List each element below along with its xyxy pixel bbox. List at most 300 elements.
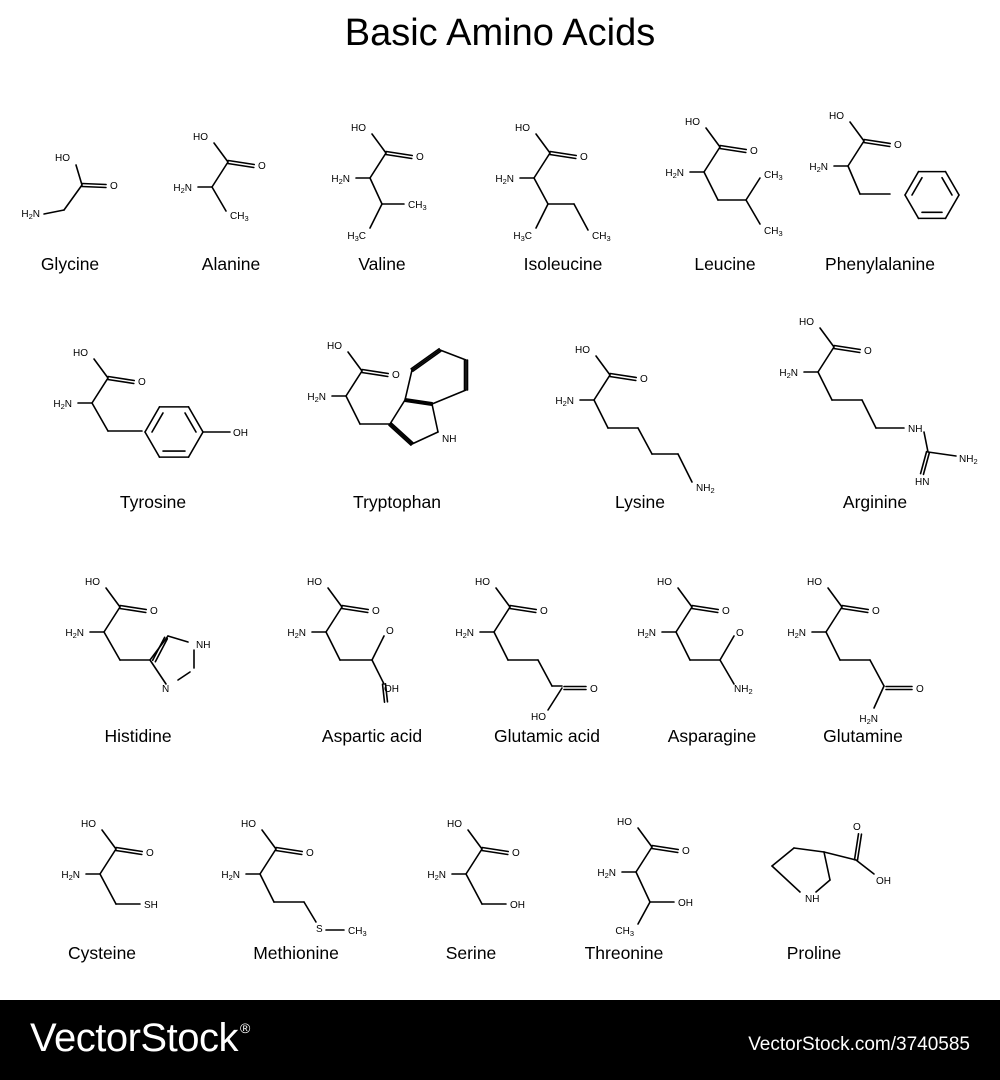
atom-label-part: H [809, 162, 817, 173]
atom-label-part: H [347, 231, 355, 242]
atom-label-part: 2 [794, 631, 799, 640]
atom-label [682, 846, 690, 857]
molecule-threonine [585, 817, 693, 963]
bond [818, 372, 832, 400]
atom-label-part: O [386, 626, 394, 637]
atom-label-part: 2 [604, 871, 609, 880]
bond [412, 350, 440, 370]
bond [596, 356, 610, 375]
atom-label-part: 3 [629, 929, 634, 938]
atom-label-part: O [640, 374, 648, 385]
bond [370, 178, 382, 204]
atom-label [512, 848, 520, 859]
atom-label [307, 577, 322, 588]
bond [390, 424, 412, 444]
atom-label [384, 684, 399, 695]
amino-acid-name: Histidine [104, 726, 172, 746]
bond [405, 370, 412, 400]
bond [923, 452, 929, 474]
atom-label-part: H [61, 870, 69, 881]
atom-label [427, 870, 446, 882]
atom-label-part: HO [85, 577, 100, 588]
atom-label [331, 174, 350, 186]
atom-label-part: HO [307, 577, 322, 588]
bond [82, 184, 106, 185]
molecule-asparagine [637, 577, 756, 746]
atom-label-part: S [316, 924, 323, 935]
amino-acid-name: Leucine [694, 254, 756, 274]
amino-acid-name: Aspartic acid [321, 726, 423, 746]
atom-label-part: N [196, 640, 204, 651]
bond [212, 162, 228, 187]
atom-label-part: CH [348, 926, 363, 937]
molecule-arginine [779, 317, 977, 512]
atom-label [327, 341, 342, 352]
atom-label-part: O [682, 846, 690, 857]
bond [496, 588, 510, 607]
bond [824, 852, 856, 860]
atom-label-part: 2 [710, 486, 715, 495]
atom-label [110, 181, 118, 192]
atom-label-part: O [872, 606, 880, 617]
bond [794, 848, 824, 852]
bond [534, 178, 548, 204]
atom-label-part: H [665, 168, 673, 179]
atom-label-part: 2 [180, 186, 185, 195]
bond [678, 588, 692, 607]
atom-label [233, 428, 248, 439]
bond [100, 874, 116, 904]
atom-label [916, 684, 924, 695]
atom-label-part: CH [764, 170, 779, 181]
atom-label-part: O [722, 606, 730, 617]
bond [189, 407, 204, 432]
amino-acid-name: Glycine [40, 254, 100, 274]
atom-label-part: HN [915, 477, 930, 488]
atom-label [779, 368, 798, 380]
atom-label-part: O [146, 848, 154, 859]
bond [44, 210, 64, 214]
atom-label [555, 396, 574, 408]
amino-acid-name: Tyrosine [119, 492, 187, 512]
atom-label-part: 2 [72, 631, 77, 640]
bond [92, 378, 108, 403]
atom-label-part: H [555, 396, 563, 407]
atom-label [853, 822, 861, 833]
atom-label-part: H [287, 628, 295, 639]
bond [145, 407, 160, 432]
bond [432, 390, 466, 404]
atom-label [580, 152, 588, 163]
bond [826, 632, 840, 660]
atom-label-part: H [203, 640, 211, 651]
atom-label-part: 2 [973, 457, 978, 466]
bond [862, 400, 876, 428]
atom-label-part: SH [144, 900, 158, 911]
bond [870, 660, 884, 686]
amino-acid-name: Alanine [201, 254, 261, 274]
atom-label [21, 209, 40, 221]
amino-acid-name: Proline [786, 943, 842, 963]
bond [390, 400, 405, 424]
atom-label-part: H [637, 628, 645, 639]
atom-label [55, 153, 70, 164]
registered-mark: ® [239, 1020, 250, 1036]
bond [214, 143, 228, 162]
atom-label-part: CH [408, 200, 423, 211]
bond [676, 607, 692, 632]
bond [494, 632, 508, 660]
atom-label-part: 3 [606, 234, 611, 243]
atom-label-part: CH [592, 231, 607, 242]
atom-label-part: N [466, 628, 474, 639]
bond [594, 375, 610, 400]
atom-label-part: 2 [294, 631, 299, 640]
atom-label-part: HO [327, 341, 342, 352]
bond [704, 172, 718, 200]
atom-label-part: HO [657, 577, 672, 588]
atom-label-part: N [342, 174, 350, 185]
atom-label-part: O [416, 152, 424, 163]
bond [905, 172, 919, 195]
atom-label-part: C [524, 231, 532, 242]
atom-label-part: OH [233, 428, 248, 439]
atom-label [196, 640, 210, 651]
atom-label [864, 346, 872, 357]
bond [818, 347, 834, 372]
bond [168, 636, 188, 642]
atom-label-part: NH [442, 434, 457, 445]
bond [391, 423, 413, 443]
atom-label [475, 577, 490, 588]
bond [260, 874, 274, 902]
atom-label-part: HO [807, 577, 822, 588]
atom-label-part: H [859, 714, 867, 725]
atom-label-part: O [580, 152, 588, 163]
atom-label [736, 628, 744, 639]
atom-label [959, 454, 978, 466]
bond [636, 872, 650, 902]
bond [64, 185, 82, 210]
atom-label-part: H [597, 868, 605, 879]
bond [304, 902, 316, 922]
atom-label-part: HO [799, 317, 814, 328]
atom-label-part: HO [73, 348, 88, 359]
atom-label [617, 817, 632, 828]
bond [468, 830, 482, 849]
atom-label-part: O [853, 822, 861, 833]
atom-label [348, 926, 367, 938]
atom-label-part: H [65, 628, 73, 639]
bond [848, 166, 860, 194]
atom-label-part: O [736, 628, 744, 639]
atom-label [872, 606, 880, 617]
atom-label [510, 900, 525, 911]
bond [178, 672, 190, 680]
atom-label-part: 2 [462, 631, 467, 640]
atom-label [696, 483, 715, 495]
atom-label [637, 628, 656, 640]
atom-label [173, 183, 192, 195]
bond [746, 178, 760, 200]
bond [905, 195, 919, 218]
bond [466, 849, 482, 874]
molecule-lysine [555, 345, 714, 512]
amino-acid-name: Glutamic acid [493, 726, 601, 746]
brand-logo[interactable] [30, 1016, 250, 1061]
atom-label [241, 819, 256, 830]
atom-label-part: H [495, 174, 503, 185]
bond [260, 849, 276, 874]
amino-acid-name: Serine [445, 943, 497, 963]
atom-label-part: H [966, 454, 974, 465]
atom-label-part: HO [515, 123, 530, 134]
atom-label-part: C [358, 231, 366, 242]
bond [346, 396, 360, 424]
bond [389, 425, 411, 445]
atom-label-part: N [734, 684, 742, 695]
atom-label [722, 606, 730, 617]
atom-label [876, 876, 891, 887]
atom-label-part: 2 [434, 873, 439, 882]
atom-label-part: HO [685, 117, 700, 128]
atom-label [447, 819, 462, 830]
atom-label-part: O [590, 684, 598, 695]
footer-bar [0, 1000, 1000, 1080]
atom-label-part: HO [241, 819, 256, 830]
amino-acid-name: Lysine [615, 492, 665, 512]
molecule-tyrosine [53, 348, 248, 512]
atom-label-part: O [916, 684, 924, 695]
atom-label-part: N [318, 392, 326, 403]
atom-label-part: H [331, 174, 339, 185]
bond [413, 351, 441, 371]
atom-label-part: O [540, 606, 548, 617]
bond [145, 432, 160, 457]
bond [706, 128, 720, 147]
bond [638, 902, 650, 924]
bond [189, 432, 204, 457]
atom-label [685, 117, 700, 128]
atom-label [386, 626, 394, 637]
atom-label-part: H [513, 231, 521, 242]
atom-label-part: 3 [362, 929, 367, 938]
bond [574, 204, 588, 230]
bond [466, 874, 482, 904]
atom-label [764, 226, 783, 238]
atom-label-part: H [221, 870, 229, 881]
atom-label-part: O [150, 606, 158, 617]
bond [772, 848, 794, 866]
atom-label-part: HO [829, 111, 844, 122]
bond [826, 607, 842, 632]
atom-label [829, 111, 844, 122]
atom-label [665, 168, 684, 180]
amino-acid-name: Cysteine [67, 943, 137, 963]
atom-label-part: NH [908, 424, 923, 435]
atom-label-part: O [258, 161, 266, 172]
atom-label [809, 162, 828, 174]
atom-label-part: O [392, 370, 400, 381]
atom-label-part: 2 [228, 873, 233, 882]
bond [676, 632, 690, 660]
atom-label-part: N [162, 684, 170, 695]
amino-acid-name: Glutamine [823, 726, 903, 746]
molecule-alanine [173, 132, 266, 274]
atom-label [540, 606, 548, 617]
atom-label [372, 606, 380, 617]
atom-label [513, 231, 532, 243]
bond [638, 428, 652, 454]
atom-label-part: HO [55, 153, 70, 164]
atom-label [221, 870, 240, 882]
atom-label-part: OH [876, 876, 891, 887]
molecule-glutamine [787, 577, 924, 746]
atom-label-part: 2 [672, 171, 677, 180]
bond [874, 686, 884, 708]
amino-acid-name: Threonine [584, 943, 664, 963]
bond [720, 660, 734, 684]
atom-label [416, 152, 424, 163]
bond [346, 371, 362, 396]
bond [212, 187, 226, 211]
molecule-cysteine [61, 819, 158, 963]
atom-label-part: O [512, 848, 520, 859]
bond [548, 688, 562, 710]
bond [704, 147, 720, 172]
amino-acid-name: Asparagine [667, 726, 757, 746]
bond [594, 400, 608, 428]
atom-label [258, 161, 266, 172]
atom-label-part: N [790, 368, 798, 379]
atom-label [392, 370, 400, 381]
atom-label-part: H [741, 684, 749, 695]
atom-label [347, 231, 366, 243]
atom-label-part: O [750, 146, 758, 157]
atom-label-part: 3 [244, 214, 249, 223]
atom-label [531, 712, 546, 723]
atom-label [307, 392, 326, 404]
atom-label-part: 2 [338, 177, 343, 186]
atom-label [351, 123, 366, 134]
atom-label-part: O [864, 346, 872, 357]
molecule-isoleucine [495, 123, 610, 274]
bond [928, 452, 956, 456]
atom-label [678, 898, 693, 909]
file-id: VectorStock.com/3740585 [748, 1034, 970, 1055]
bond [372, 636, 384, 660]
atom-label [859, 714, 878, 726]
bond [370, 153, 386, 178]
atom-label-part: N [506, 174, 514, 185]
atom-label [615, 926, 634, 938]
atom-label-part: H [173, 183, 181, 194]
molecule-glycine [21, 153, 118, 274]
bond [946, 172, 960, 195]
atom-label-part: N [820, 162, 828, 173]
atom-label-part: H [455, 628, 463, 639]
bond [824, 852, 830, 880]
atom-label [640, 374, 648, 385]
atom-label-part: O [110, 181, 118, 192]
molecule-valine [331, 123, 426, 274]
molecule-proline [772, 822, 891, 963]
bond [412, 432, 438, 444]
atom-label [146, 848, 154, 859]
bond [326, 607, 342, 632]
atom-label [575, 345, 590, 356]
bond [440, 350, 466, 360]
atom-label [144, 900, 158, 911]
brand-name: VectorStock [30, 1016, 238, 1060]
bond [326, 632, 340, 660]
atom-label [442, 434, 456, 445]
bond [848, 141, 864, 166]
bond [94, 359, 108, 378]
bond [746, 200, 760, 224]
atom-label-part: O [894, 140, 902, 151]
atom-label [306, 848, 314, 859]
atom-label-part: N [676, 168, 684, 179]
atom-label [495, 174, 514, 186]
atom-label [162, 684, 169, 695]
molecule-aspartic [287, 577, 422, 746]
atom-label [85, 577, 100, 588]
bond [636, 847, 652, 872]
page-title: Basic Amino Acids [344, 12, 656, 54]
bond [262, 830, 276, 849]
atom-label-part: H [787, 628, 795, 639]
bond [828, 588, 842, 607]
bond [921, 452, 927, 474]
atom-label-part: CH [230, 211, 245, 222]
atom-label-part: N [566, 396, 574, 407]
atom-label-part: 3 [354, 234, 359, 243]
atom-label-part: HO [617, 817, 632, 828]
atom-label-part: 2 [816, 165, 821, 174]
atom-label-part: 3 [778, 229, 783, 238]
atom-label-part: H [53, 399, 61, 410]
atom-label-part: N [608, 868, 616, 879]
atom-label [73, 348, 88, 359]
atom-label [230, 211, 249, 223]
bond [370, 204, 382, 228]
atom-label-part: 2 [28, 212, 33, 221]
bond [494, 607, 510, 632]
atom-label [53, 399, 72, 411]
amino-acid-name: Tryptophan [353, 492, 441, 512]
molecule-serine [427, 819, 525, 963]
atom-label [799, 317, 814, 328]
bond [150, 660, 166, 684]
bond [678, 454, 692, 482]
molecule-phenylalanine [809, 111, 959, 274]
bond [534, 153, 550, 178]
atom-label-part: N [870, 714, 878, 725]
atom-label-part: N [696, 483, 704, 494]
molecule-methionine [221, 819, 366, 963]
bond [536, 134, 550, 153]
atom-label [764, 170, 783, 182]
bond [538, 660, 552, 686]
atom-label-part: HO [193, 132, 208, 143]
bond [102, 830, 116, 849]
atom-label-part: OH [678, 898, 693, 909]
atom-label-part: N [798, 628, 806, 639]
atom-label-part: N [438, 870, 446, 881]
atom-label-part: 2 [562, 399, 567, 408]
atom-label [455, 628, 474, 640]
